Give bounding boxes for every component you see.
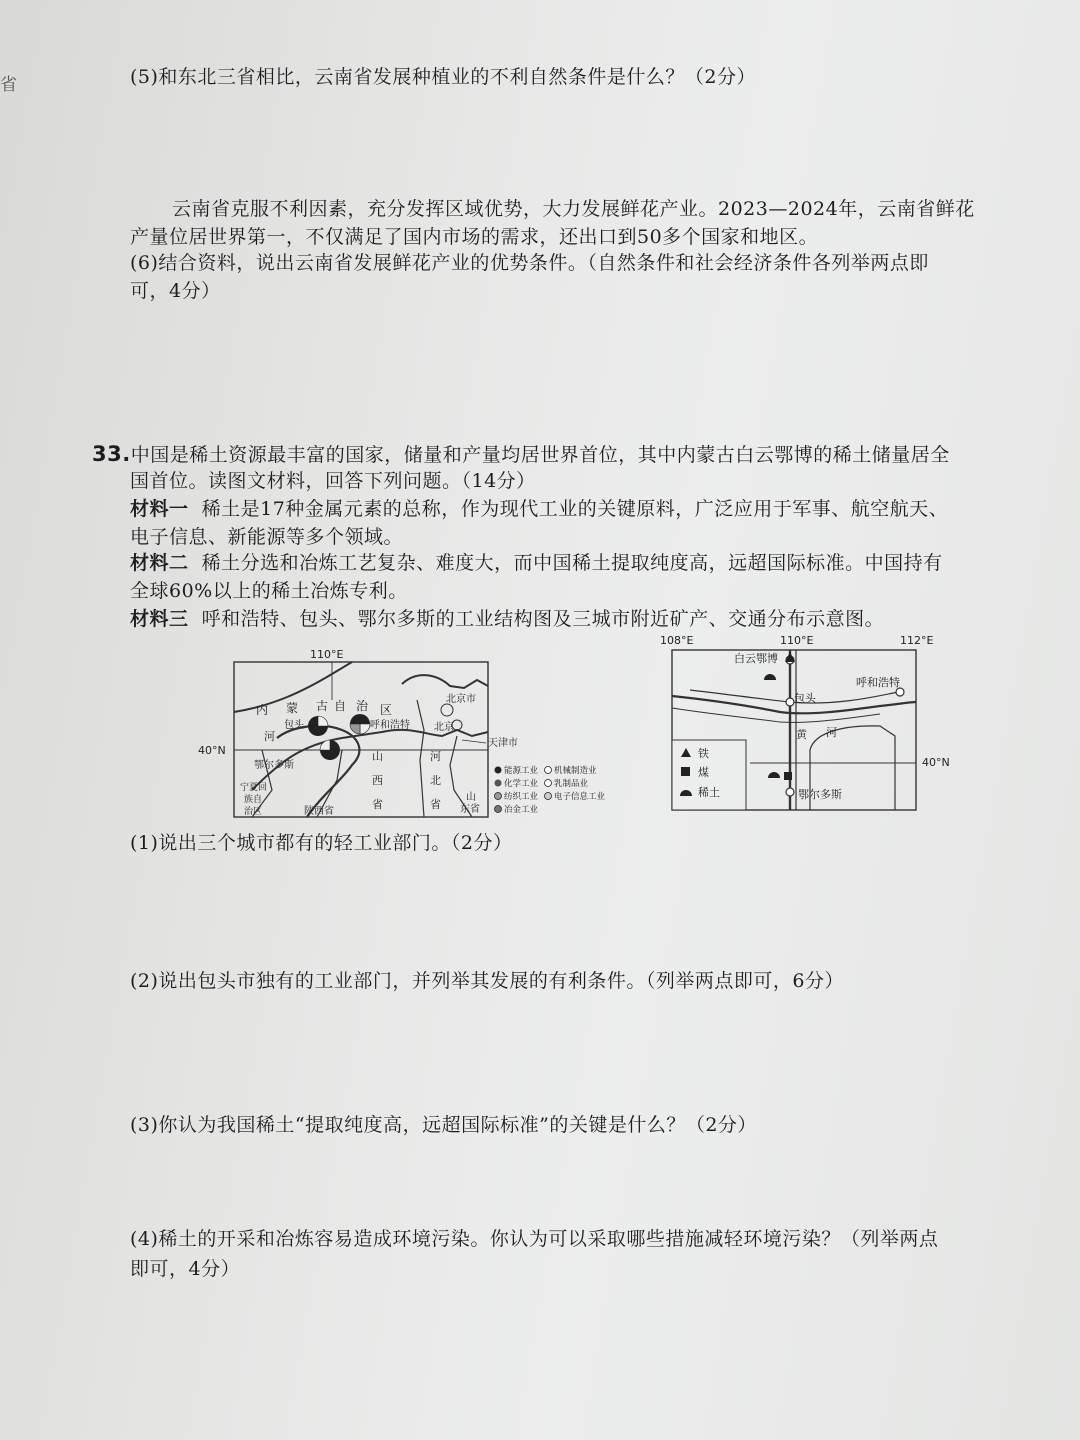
map1-tianjin: 天津市 — [488, 738, 518, 749]
map1-beijing: 北京 — [434, 722, 454, 733]
map1-label-shanxi-2: 西 — [372, 774, 383, 787]
map1-legend-dairy: 乳制品业 — [554, 779, 589, 789]
material-3-text: 呼和浩特、包头、鄂尔多斯的工业结构图及三城市附近矿产、交通分布示意图。 — [201, 608, 885, 630]
map2-place-bayan-obo: 白云鄂博 — [734, 652, 778, 665]
map2-longitude-110: 110°E — [780, 634, 814, 647]
question-number: 33. — [92, 442, 131, 466]
rare-earth-symbol-south — [768, 772, 780, 778]
material-1-text-1: 稀土是17种金属元素的总称，作为现代工业的关键原料，广泛应用于军事、航空航天、 — [201, 498, 949, 520]
map1-legend-machinery: 机械制造业 — [554, 766, 597, 776]
map2-legend-iron: 铁 — [698, 747, 709, 760]
material-3-label: 材料三 — [130, 608, 189, 630]
ordos-industry-pie — [320, 740, 340, 760]
map1-label-hebei-2: 北 — [430, 774, 441, 787]
map2-place-huang: 黄 — [796, 728, 807, 741]
map1-beijing-city: 北京市 — [446, 694, 476, 705]
sub-question-1: (1)说出三个城市都有的轻工业部门。（2分） — [130, 832, 513, 854]
industry-structure-map — [192, 640, 622, 825]
map2-longitude-112: 112°E — [900, 634, 934, 647]
map2-place-he: 河 — [826, 726, 837, 739]
intro-line-2: 产量位居世界第一，不仅满足了国内市场的需求，还出口到50多个国家和地区。 — [130, 226, 819, 248]
map1-region-char-3: 古 — [316, 699, 329, 713]
sub-question-2: (2)说出包头市独有的工业部门，并列举其发展的有利条件。（列举两点即可，6分） — [130, 970, 845, 992]
map1-label-ningxia-1: 宁夏回 — [240, 783, 268, 793]
map1-label-ningxia-2: 族自 — [244, 795, 263, 805]
map1-label-shandong-2: 东省 — [460, 804, 480, 815]
material-2-text-1: 稀土分选和冶炼工艺复杂、难度大，而中国稀土提取纯度高，远超国际标准。中国持有 — [201, 552, 943, 574]
map1-legend-electronics: 电子信息工业 — [554, 792, 606, 802]
question-33-stem-line-1 — [92, 440, 950, 467]
question-6-line-2: 可，4分） — [130, 280, 221, 302]
map1-region-char-4: 自 — [334, 699, 347, 713]
rare-earth-symbol — [764, 674, 776, 680]
map1-legend-chemical: 化学工业 — [504, 779, 539, 789]
map2-latitude-label: 40°N — [922, 756, 950, 769]
map1-label-shanxi-3: 省 — [372, 798, 383, 811]
map1-label-shanxi-1: 山 — [372, 750, 383, 763]
map1-longitude-label: 110°E — [310, 648, 344, 661]
map1-region-char-1: 内 — [256, 703, 269, 717]
map1-label-shandong-1: 山 — [466, 792, 476, 803]
map2-place-ordos: 鄂尔多斯 — [798, 788, 842, 801]
map1-legend-energy: 能源工业 — [504, 766, 539, 776]
map1-region-char-5: 治 — [356, 699, 369, 713]
material-2-line-2: 全球60%以上的稀土冶炼专利。 — [130, 580, 408, 602]
map2-legend-coal: 煤 — [698, 766, 709, 779]
map2-place-baotou: 包头 — [794, 692, 816, 705]
map1-city-hohhot: 呼和浩特 — [370, 720, 410, 731]
map2-place-hohhot: 呼和浩特 — [856, 676, 900, 689]
sub-question-3: (3)你认为我国稀土“提取纯度高，远超国际标准”的关键是什么？（2分） — [130, 1114, 757, 1136]
map1-legend-textile: 纺织工业 — [504, 792, 539, 802]
map1-region-char-6: 区 — [380, 703, 393, 717]
sub-question-4-line-1: (4)稀土的开采和冶炼容易造成环境污染。你认为可以采取哪些措施减轻环境污染？（列举两点 — [130, 1228, 939, 1250]
map1-label-ningxia-3: 治区 — [244, 807, 263, 817]
coal-symbol — [784, 772, 792, 780]
question-33-stem-line-2: 国首位。读图文材料，回答下列问题。（14分） — [130, 470, 536, 492]
map1-region-char-2: 蒙 — [286, 701, 299, 715]
map1-city-ordos: 鄂尔多斯 — [254, 760, 294, 771]
material-1-line-2: 电子信息、新能源等多个领域。 — [130, 526, 404, 548]
map2-longitude-108: 108°E — [660, 634, 694, 647]
map1-city-baotou: 包头 — [284, 720, 304, 731]
question-6-line-1: (6)结合资料，说出云南省发展鲜花产业的优势条件。（自然条件和社会经济条件各列举两点即 — [130, 252, 929, 274]
iron-symbol — [785, 652, 795, 662]
map1-latitude-label: 40°N — [198, 744, 226, 757]
page-edge-char: 省 — [0, 75, 17, 95]
material-2-label: 材料二 — [130, 552, 189, 574]
map1-label-shaanxi: 陕西省 — [304, 806, 334, 817]
material-1-line-1 — [130, 494, 948, 521]
intro-line-1: 云南省克服不利因素，充分发挥区域优势，大力发展鲜花产业。2023—2024年，云南省鲜花 — [172, 198, 975, 220]
hohhot-industry-pie — [350, 714, 370, 734]
map2-legend-rare-earth: 稀土 — [698, 786, 720, 799]
baotou-industry-pie — [308, 716, 328, 736]
material-2-line-1 — [130, 548, 943, 575]
sub-question-4-line-2: 即可，4分） — [130, 1258, 241, 1280]
material-1-label: 材料一 — [130, 498, 189, 520]
map1-label-he: 河 — [264, 730, 275, 743]
map1-legend — [495, 765, 606, 815]
question-33-stem-text-1: 中国是稀土资源最丰富的国家，储量和产量均居世界首位，其中内蒙古白云鄂博的稀土储量居全 — [130, 444, 950, 466]
question-5: (5)和东北三省相比，云南省发展种植业的不利自然条件是什么？（2分） — [130, 66, 757, 88]
map1-label-hebei-3: 省 — [430, 798, 441, 811]
map1-legend-metallurgy: 冶金工业 — [504, 805, 539, 815]
material-3-line — [130, 604, 884, 631]
map1-label-hebei-1: 河 — [430, 750, 441, 763]
minerals-transport-map — [650, 630, 960, 815]
